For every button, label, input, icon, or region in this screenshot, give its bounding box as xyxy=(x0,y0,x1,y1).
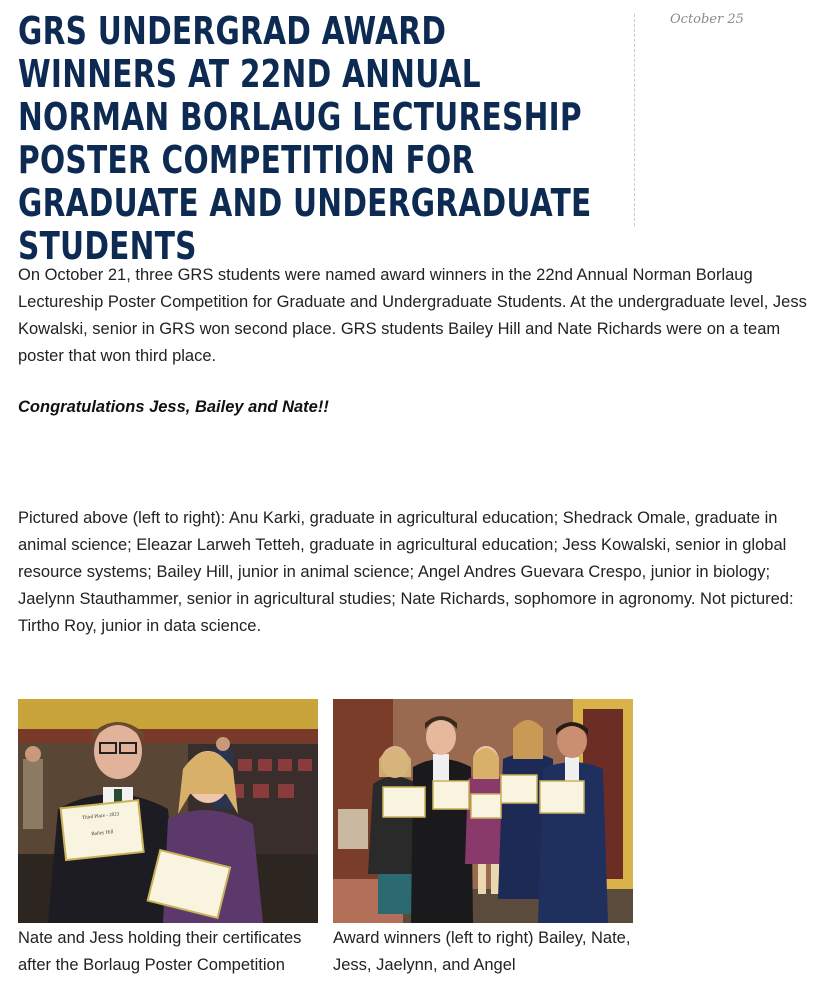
photo-award-winners-group[interactable] xyxy=(333,699,633,923)
photo-caption-1: Nate and Jess holding their certificates after the Borlaug Poster Competition xyxy=(18,929,302,974)
svg-text:Third Place - 2023: Third Place - 2023 xyxy=(81,812,120,822)
article-title: GRS UNDERGRAD AWARD WINNERS AT 22ND ANNUAL NORMAN BORLAUG LECTURESHIP POSTER COMPETITION FOR GRADUATE AND UNDERGRADUATE STUDENTS xyxy=(18,9,592,268)
article-paragraph-2: Pictured above (left to right): Anu Karki, graduate in agricultural education; Shedrack Omale, graduate in animal science; Eleazar Larweh Tetteh, graduate in agricultural education; Jess Kowalski, senior in global resource systems; Bailey Hill, junior in animal science; Angel Andres Guevara Crespo, junior in biology; Jaelynn Stauthammer, senior in agricultural studies; Nate Richards, sophomore in agronomy. Not pictured: Tirtho Roy, junior in data science. xyxy=(18,509,794,635)
article-date: October 25 xyxy=(670,12,744,27)
photo-figure-1 xyxy=(18,699,318,979)
header-divider xyxy=(634,14,635,226)
photo-figure-2 xyxy=(333,699,633,979)
svg-text:Bailey Hill: Bailey Hill xyxy=(91,829,114,838)
article-header xyxy=(18,10,618,268)
congratulations-text: Congratulations Jess, Bailey and Nate!! xyxy=(18,398,329,416)
photo-caption-2: Award winners (left to right) Bailey, Nate, Jess, Jaelynn, and Angel xyxy=(333,929,631,974)
article-paragraph-1: On October 21, three GRS students were named award winners in the 22nd Annual Norman Borlaug Lectureship Poster Competition for Graduate and Undergraduate Students. At the undergraduate level, Jess Kowalski, senior in GRS won second place. GRS students Bailey Hill and Nate Richards were on a team poster that won third place. xyxy=(18,266,807,365)
photo-nate-and-jess[interactable] xyxy=(18,699,318,923)
